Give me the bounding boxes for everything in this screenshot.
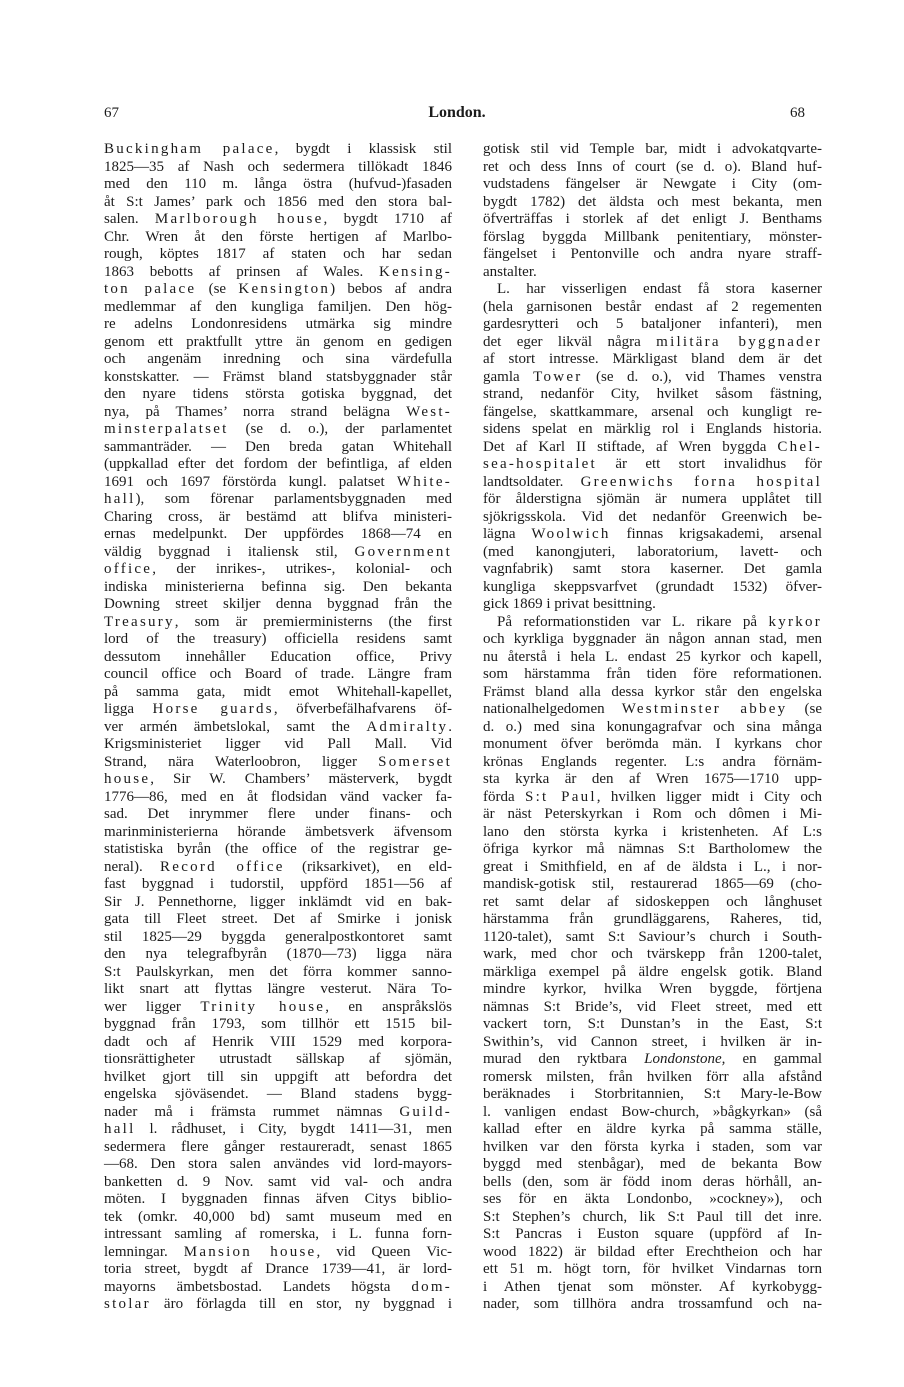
text-line [104,491,452,509]
text-line: mindre kyrkor, hvilka Wren byggde, förtjena [483,981,822,997]
text-line: gick 1869 i privat besittning. [483,596,656,612]
text-line: dadt och af Henrik VIII 1529 med korpora- [104,1033,452,1050]
spaced-emphasis: Guild- [399,1103,452,1120]
text-run: salen. [104,211,155,227]
text-line: sedermera flere gånger restaureradt, senast 1865 [104,1138,452,1155]
text-line: märkliga exempel på äldre engelsk gotik. Bland [483,963,822,980]
text-run: , bygdt i klassisk stil [274,141,452,157]
text-run: nationalhelgedomen [483,701,622,717]
text-line: indiska ministerierna befinna sig. Den bekanta [104,578,452,595]
column-right [483,141,822,1314]
text-line: med den 110 m. långa östra (hufvud-)fasaden [104,176,452,192]
text-line: —68. Den stora salen användes vid lord-mayors- [104,1156,452,1172]
spaced-emphasis: West- [406,403,452,420]
text-line: S:t Paulskyrkan, men det förra kommer sanno- [104,963,452,980]
text-line [104,141,452,159]
text-line: Chr. Wren åt den förste hertigen af Marlbo- [104,228,452,245]
text-line: great i Smithfield, en af de äldsta i L., i nor- [483,858,822,875]
text-line: Krigsministeriet ligger vid Pall Mall. Vid [104,736,452,752]
spaced-emphasis: S:t Paul [525,788,597,805]
running-title: London. [428,104,486,121]
text-run: murad den ryktbara [483,1051,645,1067]
text-line: wood 1822) är bildad efter Erechtheion och har [483,1243,822,1260]
text-run: nader må i främsta rummet nämnas [104,1103,400,1120]
text-line [104,281,452,299]
text-line [104,544,452,562]
text-line [483,789,822,807]
text-line: åt S:t James’ park och 1856 med den stora bal- [104,193,452,210]
text-line: den nyare tidens största gotiska byggnad, det [104,386,452,402]
text-line: toria street, bygdt af Drance 1739—41, är lord- [104,1261,452,1277]
text-line: beräknades i Storbritannien, S:t Mary-le-Bow [483,1086,822,1102]
spaced-emphasis: kyrkor [768,613,822,630]
italic-emphasis: Londonstone, [644,1051,726,1067]
text-line: konstskatter. — Främst bland statsbyggnader står [104,368,452,385]
text-line [483,701,822,719]
text-line: Swithin’s, vid Cannon street, i hvilken är in- [483,1033,822,1050]
text-line: intressant samling af romerska, i L. funna forn- [104,1226,452,1242]
text-line: likt snart att flyttas längre vesterut. Nära To- [104,981,452,997]
text-line: på samma gata, midt emot Whitehall-kapellet, [104,683,452,700]
text-run: wer ligger [104,998,201,1015]
text-line: 1120-talet), samt S:t Saviour’s church i South- [483,928,822,945]
text-line: öfverträffas i storlek af det enligt J. Benthams [483,211,822,227]
text-run: (se d. o.), vid Thames venstra [582,368,823,385]
text-line: Charing cross, är bestämd att blifva ministeri- [104,508,452,525]
text-line [104,614,452,632]
text-line: gotisk stil vid Temple bar, midt i advokatqvarte- [483,141,822,157]
column-left [104,141,452,1314]
text-line: tek (omkr. 40,000 bd) samt museum med en [104,1208,452,1225]
text-run: , hvilken ligger midt i City och [596,788,822,805]
text-line: l. vanligen endast Bow-church, »bågkyrkan» (så [483,1103,822,1120]
text-line [483,439,822,457]
text-run: landtsoldater. [483,473,581,490]
text-line: medlemmar af den kungliga familjen. Den hög- [104,298,452,315]
text-line [104,421,452,439]
text-line: rough, köptes 1817 af staten och har sedan [104,246,452,262]
page-number-left: 67 [104,105,119,121]
text-line: vudstadens fängelser är Newgate i City (om- [483,176,822,192]
text-line: af stort intresse. Märkligast bland dem är det [483,351,822,367]
text-line: (uppkallad efter det fordom der befintliga, af elden [104,456,452,472]
text-run: På reformationstiden var L. rikare på [497,613,769,630]
text-line [104,999,452,1017]
text-line: vagnfabrik) samt stora kaserner. Det gamla [483,561,822,577]
spaced-emphasis: Kensing- [379,263,452,280]
text-run: ligga [104,701,153,717]
text-run: ver armén ämbetslokal, samt the [104,718,367,735]
text-line: möten. I byggnaden finnas äfven Citys biblio- [104,1191,452,1207]
text-run: lemningar. [104,1243,184,1260]
text-line: hvilket gjort till sin uppgift att befordra det [104,1068,452,1085]
text-run: , öfverbefälhafvarens öf- [273,701,452,717]
text-line: krönas Englands regenter. L:s andra förnäm- [483,753,822,770]
spaced-emphasis: Westminster abbey [621,701,788,717]
text-run: , Sir W. Chambers’ mästerverk, bygdt [150,771,452,787]
text-line [483,614,822,632]
text-line [483,334,822,352]
text-line: wark, med chor och tvärskepp från 1200-talet, [483,946,822,962]
text-run: finnas krigsakademi, arsenal [610,526,822,542]
text-line: council office och Board of trade. Längre fram [104,666,452,682]
text-line [104,1104,452,1122]
spaced-emphasis: Kensington [238,281,331,297]
text-line: nader, som tillhöra andra trossamfund och na- [483,1296,822,1312]
text-line [104,701,452,719]
text-line [104,211,452,229]
text-line [483,526,822,544]
text-run: (se d. o.), der parlamentet [228,421,452,437]
text-line: S:t Pancras i Euston square (uppförd af In- [483,1226,822,1242]
spaced-emphasis: White- [396,473,452,490]
text-line: strand, nedanför City, hvilket såsom fästning, [483,386,822,402]
spaced-emphasis: hall [104,491,136,507]
text-line: fast byggnad i tudorstil, uppförd 1851—56 af [104,876,452,892]
text-line: anstalter. [483,263,537,280]
paragraph [104,141,452,1314]
text-run: , vid Queen Vic- [316,1243,453,1260]
spaced-emphasis: Record office [160,858,285,875]
text-line: som härstamma från tiden före reformationen. [483,666,822,682]
text-run: gamla [483,368,534,385]
text-line: och angenäm inredning och sina värdefulla [104,351,452,367]
paragraph [483,614,822,1314]
text-line [104,719,452,737]
text-line: tionsrättigheter utrustadt sällskap af sjömän, [104,1051,452,1067]
paragraph [483,141,822,281]
spaced-emphasis: Mansion house [183,1243,317,1260]
spaced-emphasis: office [104,561,153,577]
text-line [104,264,452,282]
page-number-right: 68 [790,105,805,121]
text-run: , bygdt 1710 af [323,211,452,227]
text-line: gardesrytteri och 5 bataljoner infanteri), men [483,316,822,332]
text-line: banketten d. 9 Nov. samt vid val- och andra [104,1173,452,1190]
text-line: nämnas S:t Bride’s, vid Fleet street, med ett [483,998,822,1015]
text-run: , en anspråkslös [325,998,452,1015]
text-run: Strand, nära Waterloobron, ligger [104,753,379,770]
text-line: sta kyrka är den af Wren 1675—1710 upp- [483,771,822,787]
text-line [104,1244,452,1262]
spaced-emphasis: sea-hospitalet [483,456,597,472]
text-line: S:t Stephen’s church, lik S:t Paul till det inre. [483,1208,822,1225]
text-run: . [448,718,452,735]
spaced-emphasis: dom- [411,1278,452,1295]
spaced-emphasis: Admiralty [366,718,449,735]
spaced-emphasis: Marlborough house [154,211,324,227]
text-line: byggnad från 1793, som tillhör ett 1515 bil- [104,1016,452,1032]
text-line: Främst bland alla dessa kyrkor står den engelska [483,683,822,700]
spaced-emphasis: Woolwich [531,526,611,542]
spaced-emphasis: hall [104,1121,136,1137]
text-run: (se [196,281,239,297]
text-line [483,456,822,474]
text-line [104,1296,452,1314]
text-line: nu återstå i hela L. endast 25 kyrkor och kapell, [483,648,822,665]
text-run: 1691 och 1697 förstörda kungl. palatset [104,473,397,490]
spaced-emphasis: Horse guards [152,701,274,717]
spaced-emphasis: Government [354,543,452,560]
text-line [104,561,452,579]
spaced-emphasis: militära byggnader [656,333,822,350]
text-line: den nya telegrafbyrån (1870—73) ligga nära [104,946,452,962]
spaced-emphasis: Buckingham palace [104,141,275,157]
text-line [483,369,822,387]
text-line [104,1121,452,1139]
text-line: 1776—86, med en åt flodsidan vänd vacker fa- [104,788,452,805]
spaced-emphasis: Trinity house [200,998,326,1015]
text-line: (med kanongjuteri, laboratorium, lavett- och [483,543,822,560]
text-line: ernas medelpunkt. Der uppfördes 1868—74 en [104,526,452,542]
text-line: stil 1825—29 byggda generalpostkontoret samt [104,928,452,945]
text-line: och kyrkliga byggnader än någon annan stad, men [483,631,822,647]
text-line: ses för en äkta Londonbo, »cockney»), och [483,1191,822,1207]
text-run: äro förlagda till en stor, ny byggnad i [150,1296,452,1312]
spaced-emphasis: ton palace [104,281,197,297]
text-run: ) bebos af andra [330,281,452,297]
text-run: det eger likväl några [483,333,657,350]
text-run: en gammal [725,1051,823,1067]
text-line: ret och dess Inns of court (se d. o). Bland huf- [483,158,822,175]
text-line [104,859,452,877]
text-line [483,474,822,492]
text-line: bells (den, som är född inom deras hörhåll, an- [483,1173,822,1190]
text-line: härstamma från grundläggarens, Raheres, tid, [483,911,822,927]
spaced-emphasis: Chel- [777,438,822,455]
text-line: Downing street skiljer denna byggnad från the [104,596,452,612]
text-line: förslag byggda Millbank penitentiary, mönster- [483,228,822,245]
text-line: engelska sjöväsendet. — Bland stadens bygg- [104,1086,452,1102]
text-line: ett 51 m. högt torn, för hvilket Vindarnas torn [483,1261,822,1277]
text-line: sad. Det inrymmer flere under finans- och [104,806,452,822]
text-run: l. rådhuset, i City, bygdt 1411—31, men [135,1121,452,1137]
text-line: ret samt delar af sidoskeppen och långhuset [483,893,822,910]
text-run: förda [483,788,526,805]
text-run: mayorns ämbetsbostad. Landets högsta [104,1278,412,1295]
spaced-emphasis: Tower [533,368,583,385]
text-line: (hela garnisonen består endast af 2 regementen [483,298,822,315]
spaced-emphasis: minsterpalatset [104,421,229,437]
text-run: , som är premierministerns (the first [174,613,452,630]
text-line [104,474,452,492]
text-line: Sir J. Pennethorne, ligger inklämdt vid en bak- [104,893,452,910]
text-line: lano den största kyrka i kristenheten. Af L:s [483,823,822,840]
text-line: d. o.) med sina konungagrafvar och sina många [483,718,822,735]
spaced-emphasis: house [104,771,151,787]
text-run: (riksarkivet), en eld- [284,858,452,875]
text-line: öfriga kyrkor må nämnas S:t Bartholomew the [483,841,822,857]
text-line [104,404,452,422]
text-line: för ålderstigna sjömän är numera upplåtet till [483,491,822,507]
text-run: är ett stort invalidhus för [596,456,822,472]
text-line: lord of the treasury) officiella residens samt [104,631,452,647]
text-line [483,1051,822,1069]
spaced-emphasis: Greenwichs forna hospital [580,473,822,490]
text-line: genom ett praktfullt yttre än genom en gedigen [104,333,452,350]
text-line [104,754,452,772]
text-line: kungliga skeppsvarfvet (grundadt 1532) öfver- [483,578,822,595]
text-line: statistiska byrån (the office of the registrar ge- [104,841,452,857]
paragraph [483,281,822,614]
text-run: , der inrikes-, utrikes-, kolonial- och [152,561,452,577]
text-line: är näst Peterskyrkan i Rom och dômen i Mi- [483,806,822,822]
text-line: gata till Fleet street. Det af Smirke i jonisk [104,911,452,927]
spaced-emphasis: Somerset [378,753,452,770]
text-line: vackert torn, S:t Dunstan’s in the East, S:t [483,1016,822,1032]
text-run: 1863 bebotts af prinsen af Wales. [104,263,379,280]
text-line: fängelset i Pentonville och andra nyare straff- [483,246,822,262]
text-line: kallad efter en äldre kyrka på samma ställe, [483,1121,822,1137]
text-line: sjökrigsskola. Vid det nedanför Greenwich be- [483,508,822,525]
text-run: väldig byggnad i italiensk stil, [104,543,355,560]
text-line: re adelns Londonresidens utmärka sig mindre [104,316,452,332]
text-run: neral). [104,858,161,875]
text-line: romersk milsten, från hvilken förr alla afstånd [483,1068,822,1085]
text-line: bygdt 1782) det äldsta och mest bekanta, men [483,193,822,210]
text-line: hvilken var den första kyrka i staden, som var [483,1138,822,1155]
text-run: Det af Karl II stiftade, af Wren byggda [483,438,778,455]
text-line: dessutom innehåller Education office, Privy [104,648,452,665]
text-line: fängelse, skattkammare, arsenal och kungligt re- [483,403,822,420]
text-line [104,771,452,789]
text-run: (se [787,701,822,717]
text-line: i Athen tjenat som mönster. Af kyrkobygg- [483,1278,822,1295]
text-run: nya, på Thames’ norra strand belägna [104,403,407,420]
text-line: L. har visserligen endast få stora kaserner [497,281,822,297]
spaced-emphasis: Treasury [104,613,175,630]
text-line: 1825—35 af Nash och sedermera tillökadt 1846 [104,158,452,175]
text-line: monument öfver berömda män. I kyrkans chor [483,736,822,752]
text-line: sammanträder. — Den breda gatan Whitehall [104,438,452,455]
text-line: byggd med stenbågar), med de bekanta Bow [483,1156,822,1172]
text-line: mandisk-gotisk stil, restaurerad 1865—69 (cho- [483,876,822,892]
spaced-emphasis: stolar [104,1296,151,1312]
text-run: ), som förenar parlamentsbyggnaden med [135,491,452,507]
text-run: lägna [483,526,532,542]
text-line [104,1279,452,1297]
text-line: sidens spelat en märklig rol i Englands historia. [483,421,822,437]
text-line: marinministerierna hörande ämbetsverk äfvensom [104,823,452,840]
